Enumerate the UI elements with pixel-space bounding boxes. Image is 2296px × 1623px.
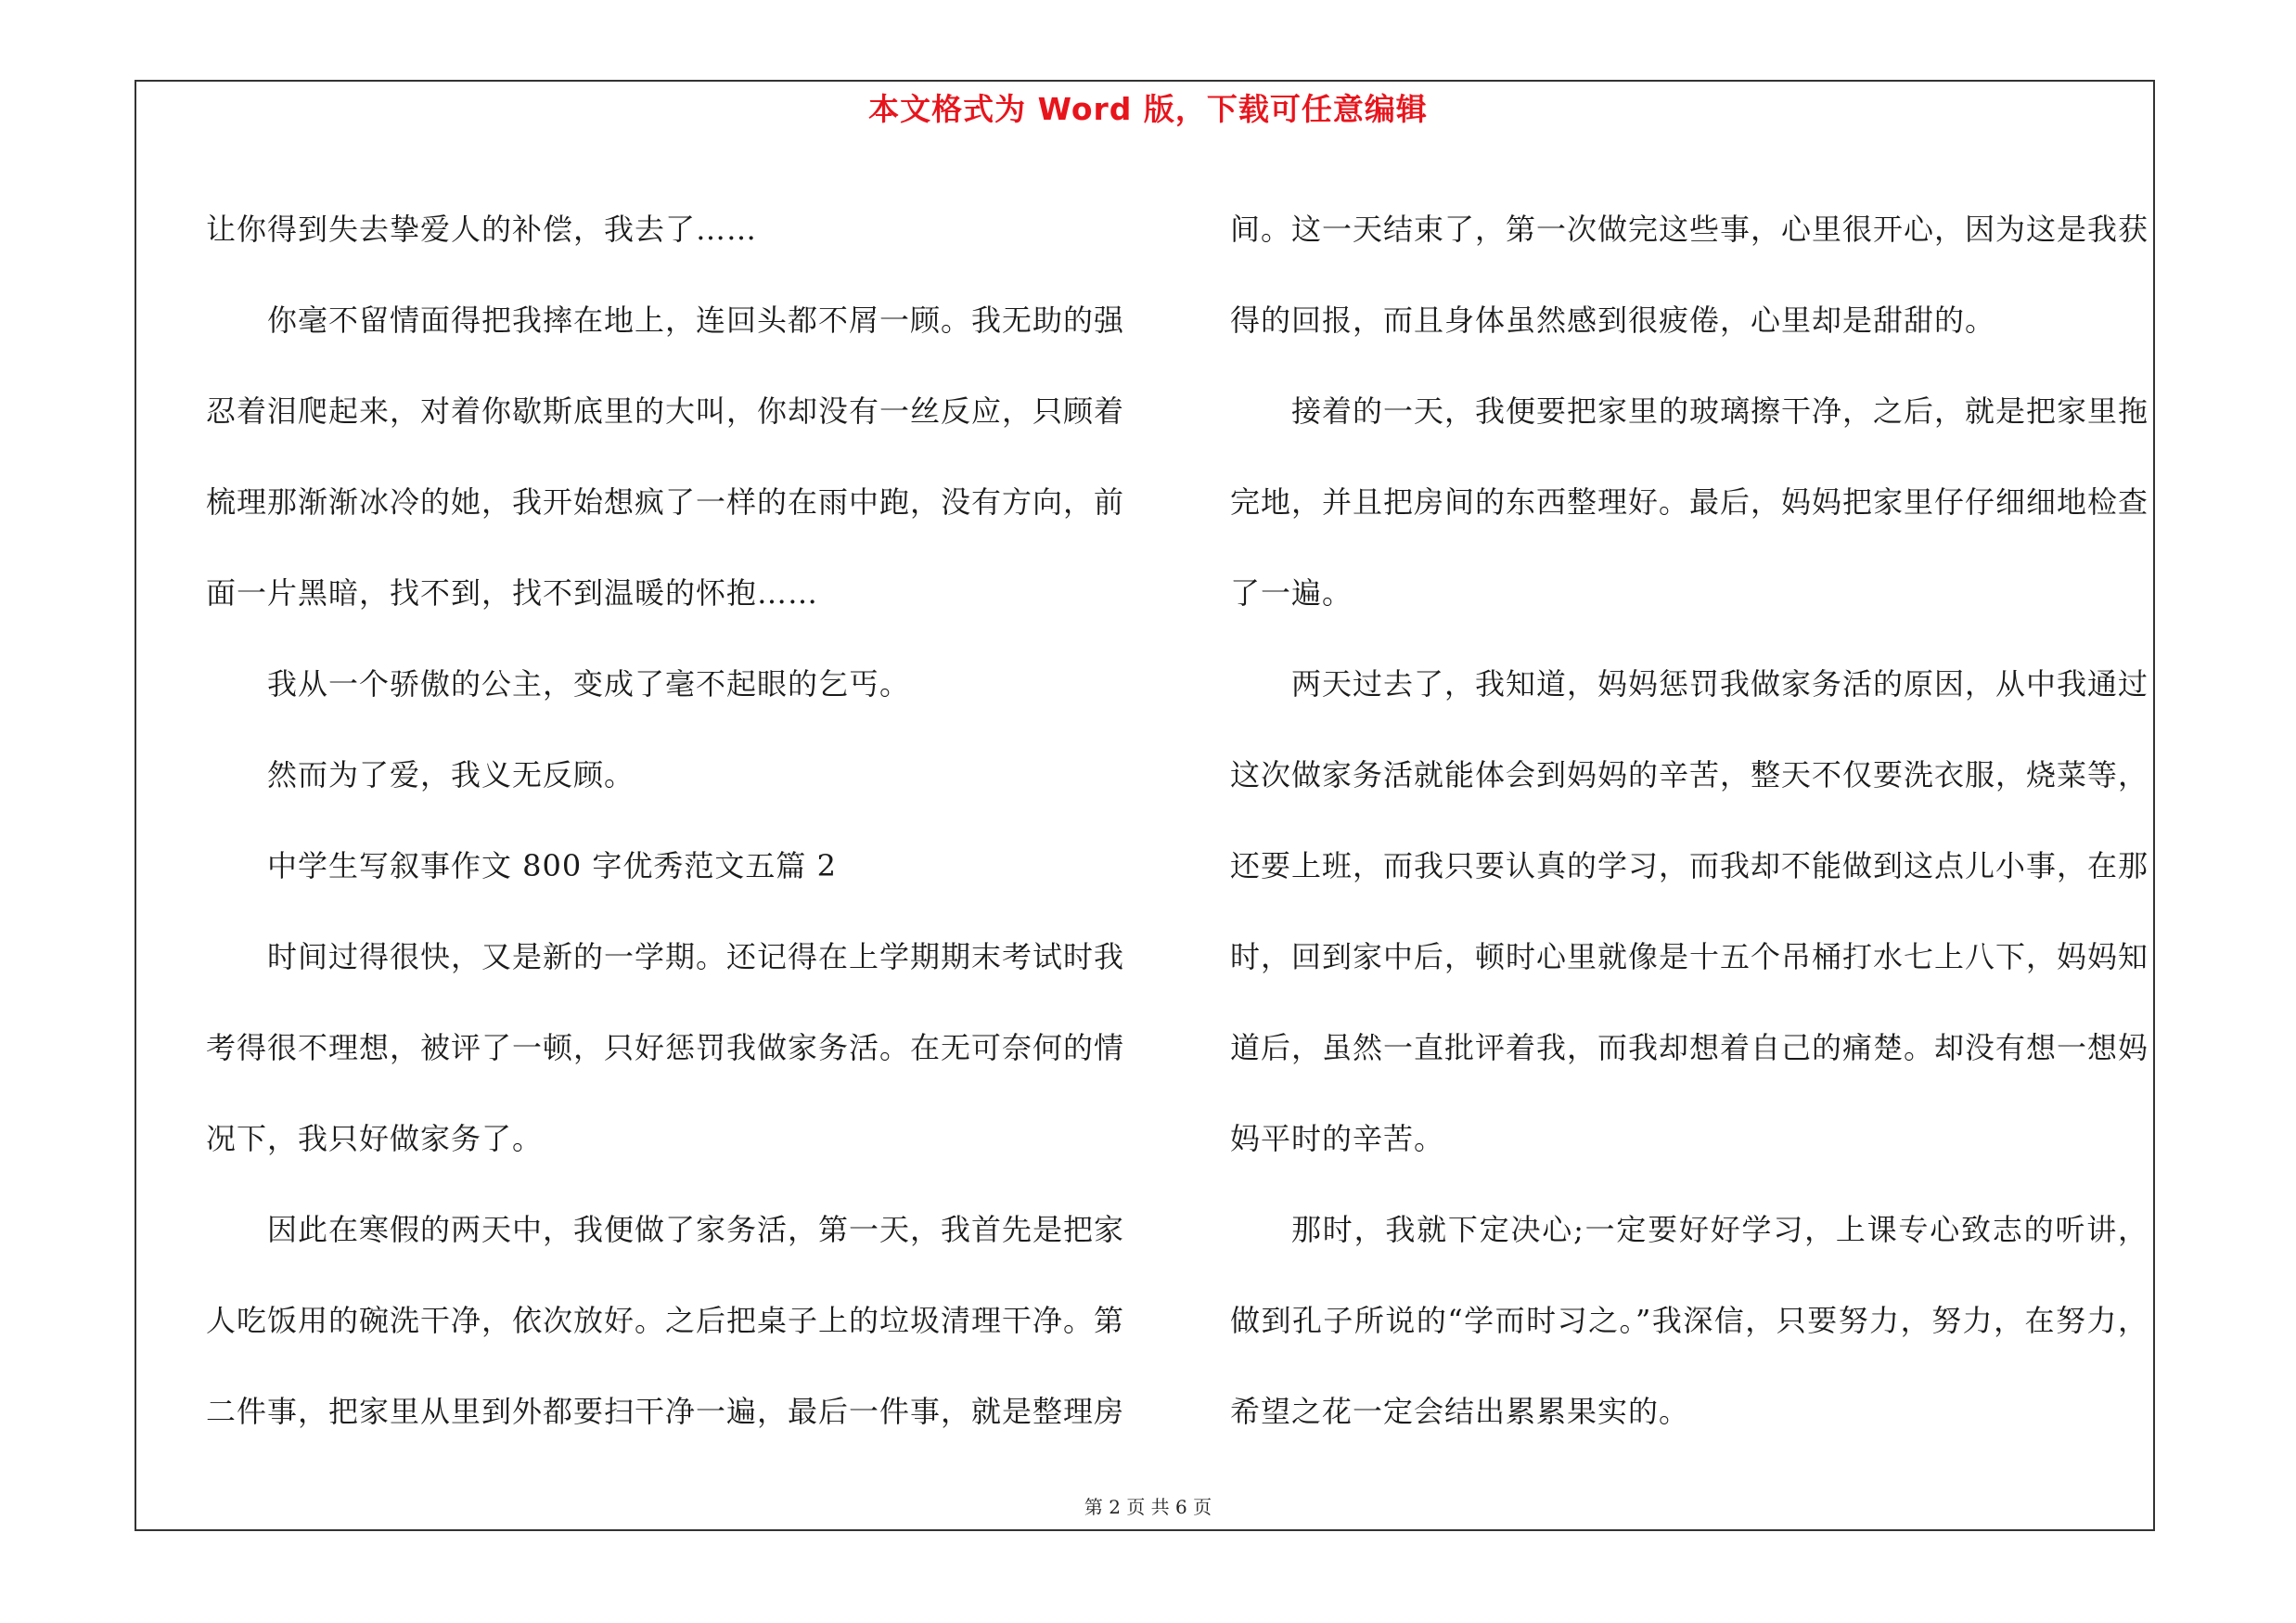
right-column: [1230, 184, 2148, 1457]
left-column: [206, 184, 1124, 1457]
paragraph: 间。这一天结束了，第一次做完这些事，心里很开心，因为这是我获得的回报，而且身体虽然感到很疲倦，心里却是甜甜的。: [1230, 212, 2149, 338]
header-banner: 本文格式为 Word 版，下载可任意编辑: [868, 91, 1428, 127]
paragraph: 因此在寒假的两天中，我便做了家务活，第一天，我首先是把家人吃饭用的碗洗干净，依次放好。之后把桌子上的垃圾清理干净。第二件事，把家里从里到外都要扫干净一遍，最后一件事，就是整理房: [206, 1212, 1125, 1429]
section-heading: 中学生写叙事作文 800 字优秀范文五篇 2: [267, 848, 837, 883]
paragraph: 我从一个骄傲的公主，变成了毫不起眼的乞丐。: [267, 666, 911, 702]
paragraph: 你毫不留情面得把我摔在地上，连回头都不屑一顾。我无助的强忍着泪爬起来，对着你歇斯底里的大叫，你却没有一丝反应，只顾着梳理那渐渐冰冷的她，我开始想疯了一样的在雨中跑，没有方向，前面一片黑暗，找不到，找不到温暖的怀抱……: [206, 303, 1125, 611]
paragraph: 让你得到失去挚爱人的补偿，我去了……: [206, 212, 758, 247]
paragraph: 那时，我就下定决心;一定要好好学习，上课专心致志的听讲，做到孔子所说的“学而时习之。”我深信，只要努力，努力，在努力，希望之花一定会结出累累果实的。: [1230, 1212, 2148, 1429]
page-footer: 第 2 页 共 6 页: [1084, 1496, 1212, 1518]
paragraph: 时间过得很快，又是新的一学期。还记得在上学期期末考试时我考得很不理想，被评了一顿，只好惩罚我做家务活。在无可奈何的情况下，我只好做家务了。: [206, 939, 1125, 1156]
paragraph: 然而为了爱，我义无反顾。: [267, 757, 635, 792]
paragraph: 接着的一天，我便要把家里的玻璃擦干净，之后，就是把家里拖完地，并且把房间的东西整理好。最后，妈妈把家里仔仔细细地检查了一遍。: [1230, 393, 2149, 611]
paragraph: 两天过去了，我知道，妈妈惩罚我做家务活的原因，从中我通过这次做家务活就能体会到妈妈的辛苦，整天不仅要洗衣服，烧菜等，还要上班，而我只要认真的学习，而我却不能做到这点儿小事，在那时，回到家中后，顿时心里就像是十五个吊桶打水七上八下，妈妈知道后，虽然一直批评着我，而我却想着自己的痛楚。却没有想一想妈妈平时的辛苦。: [1230, 666, 2149, 1156]
